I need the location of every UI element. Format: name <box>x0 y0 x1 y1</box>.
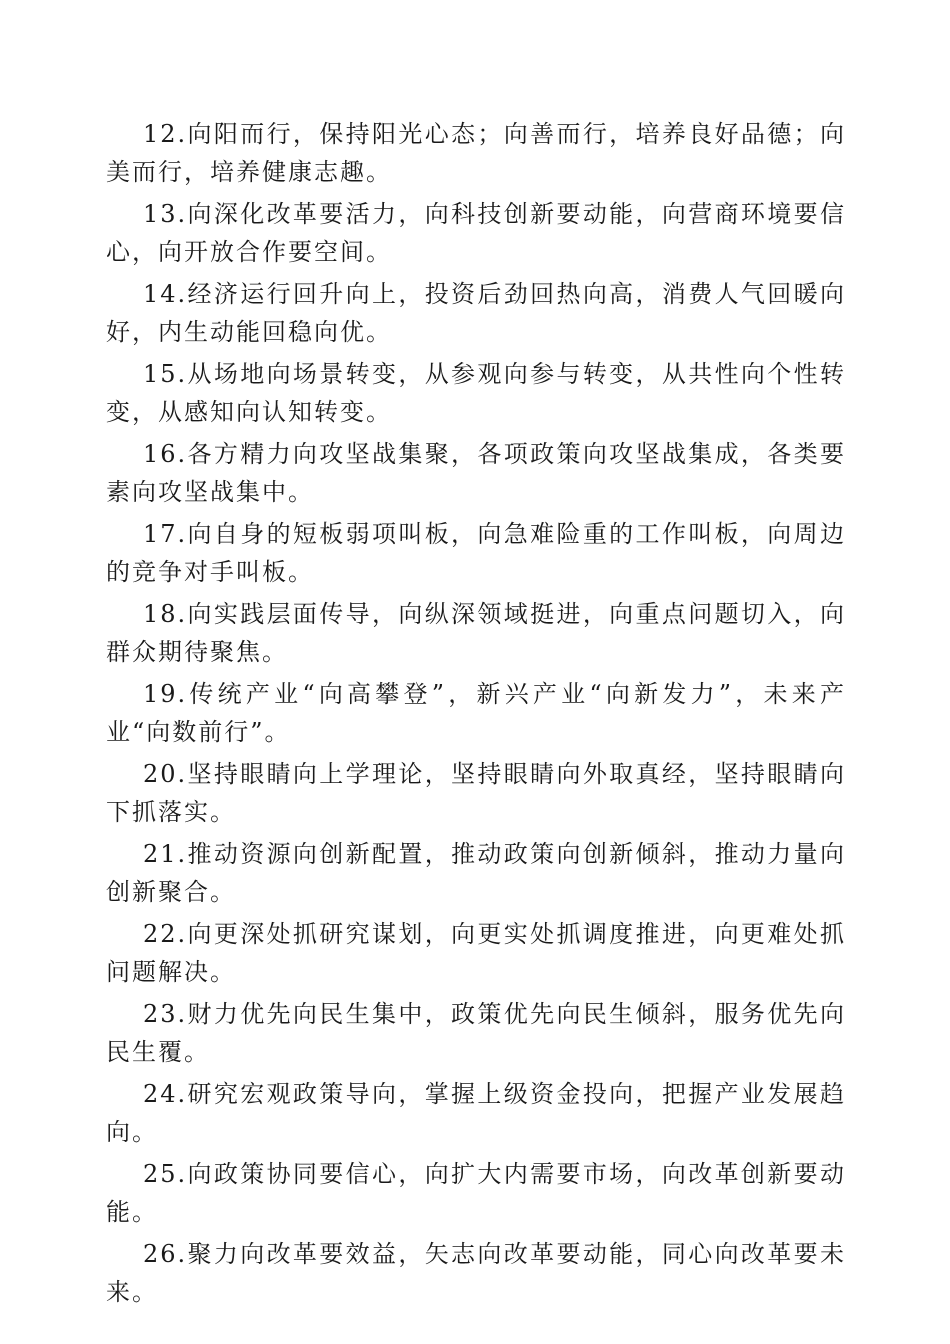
list-item: 14.经济运行回升向上，投资后劲回热向高，消费人气回暖向好，内生动能回稳向优。 <box>106 280 846 346</box>
list-item: 18.向实践层面传导，向纵深领域挺进，向重点问题切入，向群众期待聚焦。 <box>106 600 846 666</box>
document-body <box>106 115 846 1311</box>
list-item: 20.坚持眼睛向上学理论，坚持眼睛向外取真经，坚持眼睛向下抓落实。 <box>106 760 846 826</box>
list-item: 24.研究宏观政策导向，掌握上级资金投向，把握产业发展趋向。 <box>106 1080 846 1146</box>
list-item: 21.推动资源向创新配置，推动政策向创新倾斜，推动力量向创新聚合。 <box>106 840 846 906</box>
list-item: 25.向政策协同要信心，向扩大内需要市场，向改革创新要动能。 <box>106 1160 846 1226</box>
list-item: 17.向自身的短板弱项叫板，向急难险重的工作叫板，向周边的竞争对手叫板。 <box>106 520 846 586</box>
list-item: 22.向更深处抓研究谋划，向更实处抓调度推进，向更难处抓问题解决。 <box>106 920 846 986</box>
list-item: 12.向阳而行，保持阳光心态；向善而行，培养良好品德；向美而行，培养健康志趣。 <box>106 120 846 186</box>
list-item: 19.传统产业“向高攀登”，新兴产业“向新发力”，未来产业“向数前行”。 <box>106 680 846 746</box>
list-item: 15.从场地向场景转变，从参观向参与转变，从共性向个性转变，从感知向认知转变。 <box>106 360 846 426</box>
list-item: 13.向深化改革要活力，向科技创新要动能，向营商环境要信心，向开放合作要空间。 <box>106 200 846 266</box>
list-item: 23.财力优先向民生集中，政策优先向民生倾斜，服务优先向民生覆。 <box>106 1000 846 1066</box>
list-item: 16.各方精力向攻坚战集聚，各项政策向攻坚战集成，各类要素向攻坚战集中。 <box>106 440 846 506</box>
list-item: 26.聚力向改革要效益，矢志向改革要动能，同心向改革要未来。 <box>106 1240 846 1306</box>
